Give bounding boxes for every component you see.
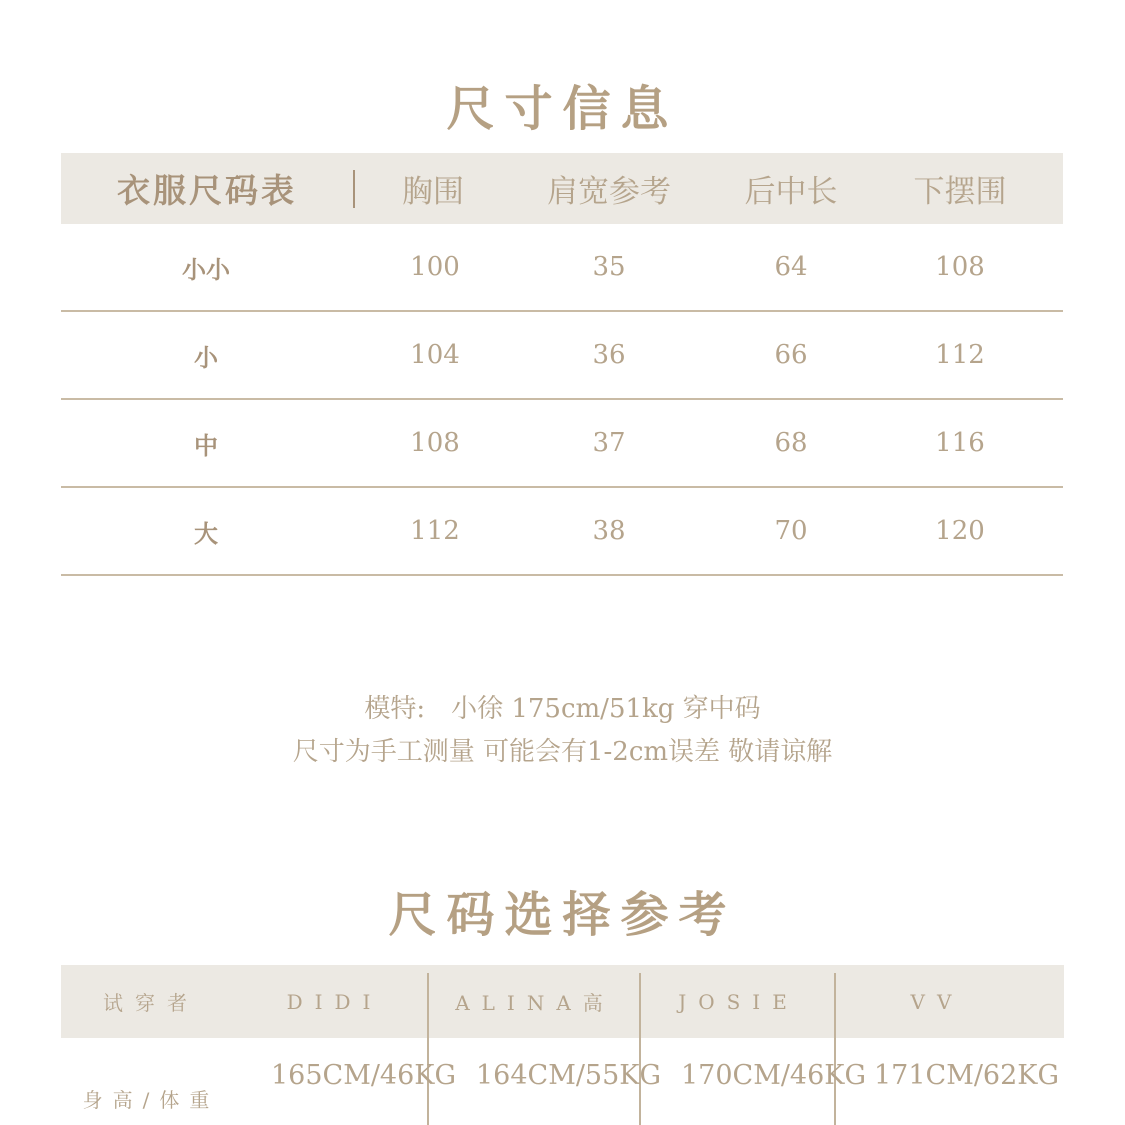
size-reference-title: 尺码选择参考 — [388, 887, 737, 943]
person-didi: DIDI — [286, 989, 383, 1014]
size-reference-table — [61, 965, 1064, 1125]
hem-value: 112 — [935, 340, 985, 370]
tester-header: 试穿者 — [103, 991, 199, 1015]
chest-value: 108 — [410, 428, 460, 458]
size-table-header — [61, 153, 1063, 224]
size-row-xs — [61, 224, 1063, 312]
row-label: 小小 — [182, 255, 230, 284]
shoulder-value: 37 — [592, 428, 626, 458]
chest-value: 112 — [410, 516, 460, 546]
ref-table-header — [61, 965, 1064, 1038]
size-table — [61, 153, 1063, 576]
height-weight-row — [61, 1038, 1064, 1125]
col-back-length: 后中长 — [744, 174, 838, 210]
shoulder-value: 36 — [592, 340, 626, 370]
measurement-note: 尺寸为手工测量 可能会有1-2cm误差 敬请谅解 — [292, 737, 833, 767]
alina-measure: 164CM/55KG — [476, 1060, 662, 1091]
back-length-value: 66 — [774, 340, 808, 370]
hem-value: 108 — [935, 252, 985, 282]
header-divider — [353, 170, 355, 208]
model-note: 模特: 小徐 175cm/51kg 穿中码 — [364, 694, 761, 724]
size-info-title: 尺寸信息 — [446, 81, 679, 137]
col-hem: 下摆围 — [913, 174, 1007, 210]
size-row-l — [61, 488, 1063, 576]
row-label: 大 — [194, 519, 218, 548]
person-josie: JOSIE — [678, 989, 799, 1014]
size-row-m — [61, 400, 1063, 488]
didi-measure: 165CM/46KG — [271, 1060, 457, 1091]
back-length-value: 68 — [774, 428, 808, 458]
hem-value: 116 — [935, 428, 985, 458]
back-length-value: 70 — [774, 516, 808, 546]
hem-value: 120 — [935, 516, 985, 546]
col-chest: 胸围 — [402, 174, 464, 210]
vv-measure: 171CM/62KG — [874, 1060, 1060, 1091]
shoulder-value: 38 — [592, 516, 626, 546]
person-alina: ALINA高 — [455, 991, 615, 1015]
person-vv: VV — [910, 989, 964, 1014]
shoulder-value: 35 — [592, 252, 626, 282]
col-shoulder: 肩宽参考 — [547, 174, 671, 210]
height-weight-label: 身高/体重 — [82, 1088, 220, 1112]
size-row-s — [61, 312, 1063, 400]
row-label: 中 — [194, 431, 218, 460]
chest-value: 104 — [410, 340, 460, 370]
josie-measure: 170CM/46KG — [681, 1060, 867, 1091]
row-label: 小 — [194, 343, 218, 372]
back-length-value: 64 — [774, 252, 808, 282]
chest-value: 100 — [410, 252, 460, 282]
size-table-label: 衣服尺码表 — [117, 171, 297, 210]
